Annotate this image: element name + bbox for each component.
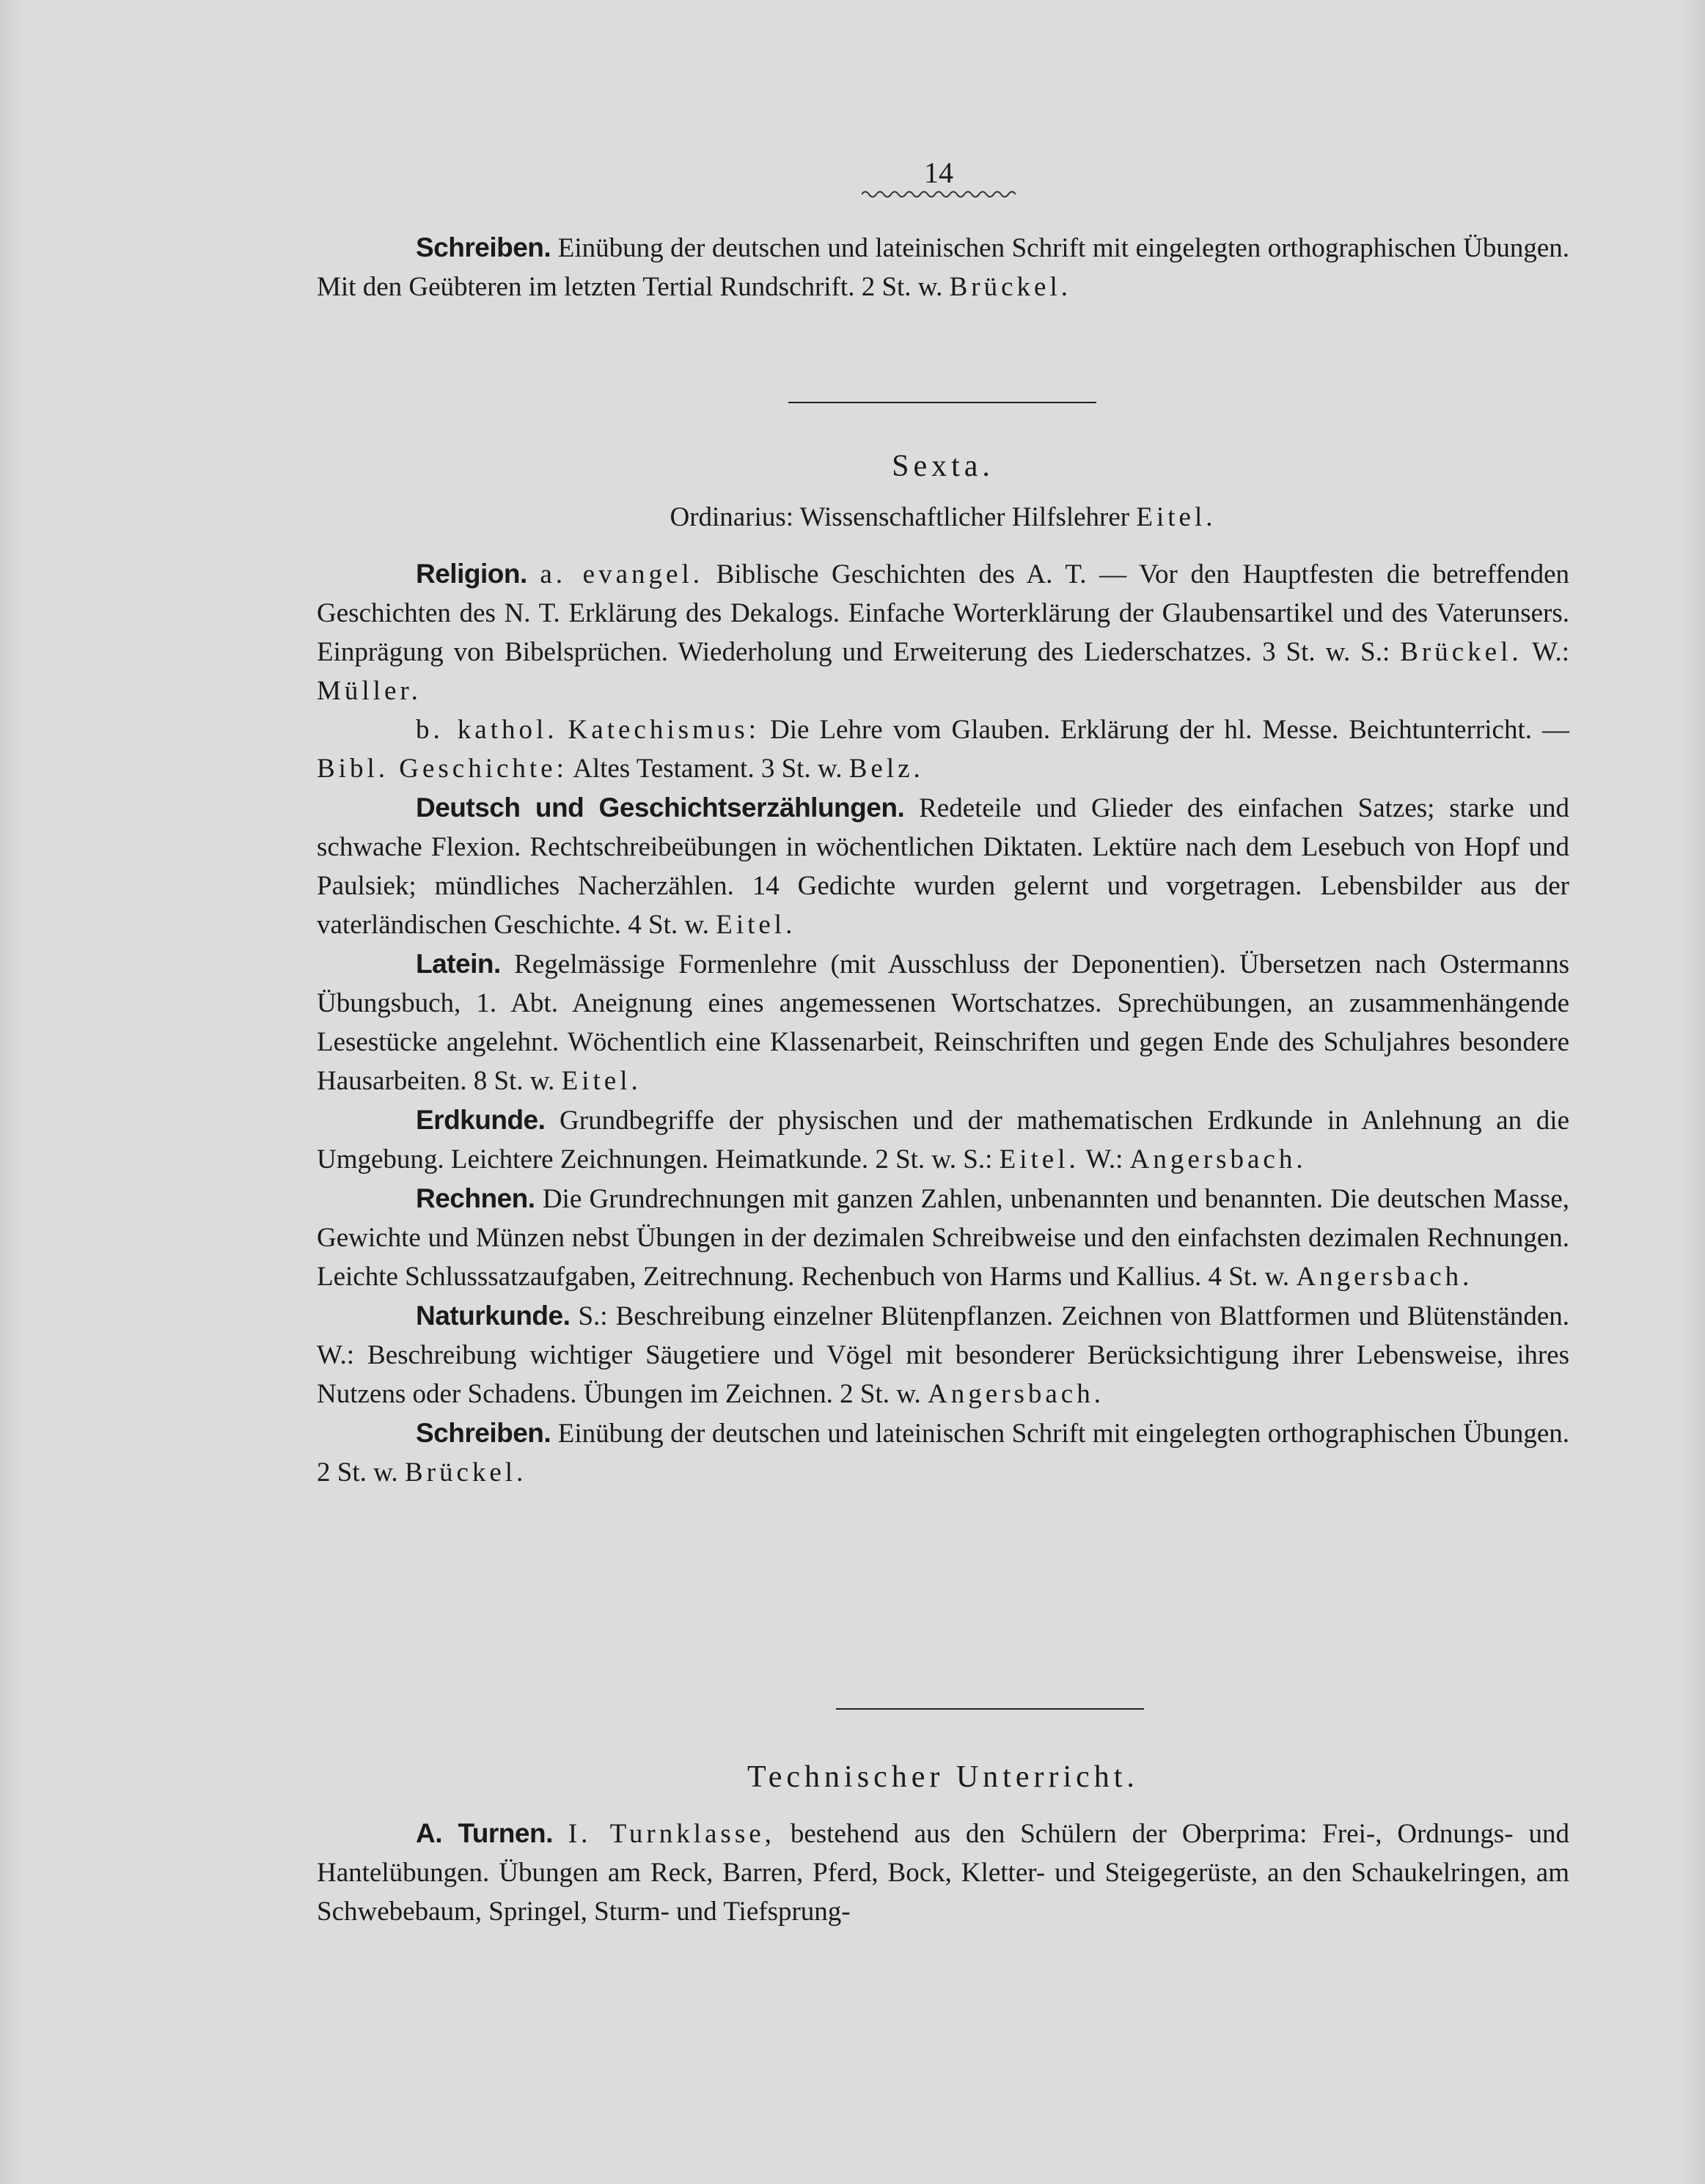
section-divider-2 (836, 1708, 1144, 1710)
deutsch-teacher: Eitel. (716, 910, 796, 940)
turnen-block (317, 1814, 1569, 1931)
naturkunde-text: S.: Beschreibung einzelner Blütenpflanzen. Zeichnen von Blattformen und Blütenständen. W.: Beschreibung wichtiger Säugetiere und Vögel mit besonderer Berücksichtigung ihrer Lebensweise, ihres Nutzens oder Schadens. Übungen im Zeichnen. 2 St. w. (317, 1301, 1570, 1409)
rechnen-paragraph (317, 1179, 1569, 1296)
religion-a-label: a. evangel. (540, 559, 703, 589)
turnen-heading: A. Turnen. (416, 1818, 553, 1848)
religion-b-text2: Altes Testament. 3 St. w. (573, 754, 843, 784)
page-number-ornament (862, 189, 1016, 199)
religion-b-paragraph (317, 710, 1569, 788)
religion-a-teacher-s: Brückel. (1400, 637, 1522, 667)
erdkunde-teacher-s: Eitel. (999, 1144, 1079, 1174)
deutsch-paragraph (317, 788, 1569, 944)
erdkunde-heading: Erdkunde. (416, 1105, 546, 1135)
top-schreiben-text: Einübung der deutschen und lateinischen Schrift mit eingelegten orthographischen Übungen. Mit den Geübteren im letzten Tertial Rundschrift. 2 St. w. (317, 233, 1570, 302)
sexta-ordinarius (317, 501, 1569, 533)
turnen-label: I. Turnklasse, (568, 1819, 775, 1849)
top-schreiben-teacher: Brückel. (949, 272, 1071, 302)
technischer-title: Technischer Unterricht. (747, 1760, 1139, 1794)
ordinarius-name: Eitel. (1136, 502, 1217, 532)
deutsch-text: Redeteile und Glieder des einfachen Satzes; starke und schwache Flexion. Rechtschreibeübungen in wöchentlichen Diktaten. Lektüre nach dem Lesebuch von Hopf und Paulsiek; mündliches Nacherzählen. 14 Gedichte wurden gelernt und vorgetragen. Lebensbilder aus der vaterländischen Geschichte. 4 St. w. (317, 793, 1570, 940)
sexta-subjects (317, 554, 1569, 1492)
religion-b-text1: Die Lehre vom Glauben. Erklärung der hl. Messe. Beichtunterricht. — (769, 715, 1569, 745)
latein-text: Regelmässige Formenlehre (mit Ausschluss der Deponentien). Übersetzen nach Ostermanns Übungsbuch, 1. Abt. Aneignung eines angemessenen Wortschatzes. Sprechübungen, an zusammenhängende Lesestücke angelehnt. Wöchentlich eine Klassenarbeit, Reinschriften und gegen Ende des Schuljahres besondere Hausarbeiten. 8 St. w. (317, 949, 1569, 1096)
schreiben-paragraph (317, 1413, 1569, 1492)
rechnen-heading: Rechnen. (416, 1183, 535, 1213)
religion-a-teacher-w: Müller. (317, 676, 422, 706)
erdkunde-w: W.: (1085, 1144, 1123, 1174)
top-schreiben-heading: Schreiben. (416, 232, 551, 262)
schreiben-heading: Schreiben. (416, 1418, 551, 1448)
religion-b-katechismus: Katechismus: (568, 715, 760, 745)
religion-b-bibl: Bibl. Geschichte: (317, 754, 568, 784)
religion-a-text: Biblische Geschichten des A. T. — Vor den Hauptfesten die betreffenden Geschichten des N. T. Erklärung des Dekalogs. Einfache Worterklärung der Glaubensartikel und des Vaterunsers. Einprägung von Bibelsprüchen. Wiederholung und Erweiterung des Liederschatzes. 3 St. w. S.: (317, 559, 1570, 667)
page-number: 14 (924, 156, 953, 189)
deutsch-heading: Deutsch und Geschichtserzählungen. (416, 793, 905, 823)
schreiben-teacher: Brückel. (404, 1457, 527, 1488)
religion-b-teacher: Belz. (848, 754, 924, 784)
schreiben-text: Einübung der deutschen und lateinischen Schrift mit eingelegten orthographischen Übungen. 2 St. w. (317, 1419, 1570, 1488)
latein-teacher: Eitel. (561, 1066, 642, 1096)
naturkunde-paragraph (317, 1296, 1569, 1413)
turnen-paragraph (317, 1814, 1569, 1931)
erdkunde-text: Grundbegriffe der physischen und der mathematischen Erdkunde in Anlehnung an die Umgebung. Leichtere Zeichnungen. Heimatkunde. 2 St. w. S.: (317, 1106, 1569, 1174)
religion-a-paragraph (317, 554, 1569, 710)
ordinarius-label: Ordinarius: Wissenschaftlicher Hilfslehrer (670, 502, 1130, 532)
turnen-text: bestehend aus den Schülern der Oberprima: Frei-, Ordnungs- und Hantelübungen. Übungen am Reck, Barren, Pferd, Bock, Kletter- und Steigegerüste, an den Schaukelringen, am Schwebebaum, Springel, Sturm- und Tiefsprung- (317, 1819, 1570, 1927)
rechnen-text: Die Grundrechnungen mit ganzen Zahlen, unbenannten und benannten. Die deutschen Masse, Gewichte und Münzen nebst Übungen in der dezimalen Schreibweise und den einfachsten dezimalen Rechnungen. Leichte Schlusssatzaufgaben, Zeitrechnung. Rechenbuch von Harms und Kallius. 4 St. w. (317, 1184, 1570, 1292)
erdkunde-teacher-w: Angersbach. (1129, 1144, 1307, 1174)
religion-a-w: W.: (1531, 637, 1569, 667)
erdkunde-paragraph (317, 1100, 1569, 1179)
section-divider (788, 402, 1096, 403)
rechnen-teacher: Angersbach. (1296, 1262, 1473, 1292)
latein-paragraph (317, 944, 1569, 1100)
latein-heading: Latein. (416, 949, 501, 979)
top-schreiben-block (317, 228, 1569, 306)
naturkunde-heading: Naturkunde. (416, 1301, 571, 1331)
naturkunde-teacher: Angersbach. (928, 1379, 1104, 1409)
religion-heading: Religion. (416, 559, 527, 589)
sexta-title: Sexta. (892, 449, 994, 483)
religion-b-label: b. kathol. (416, 715, 558, 745)
